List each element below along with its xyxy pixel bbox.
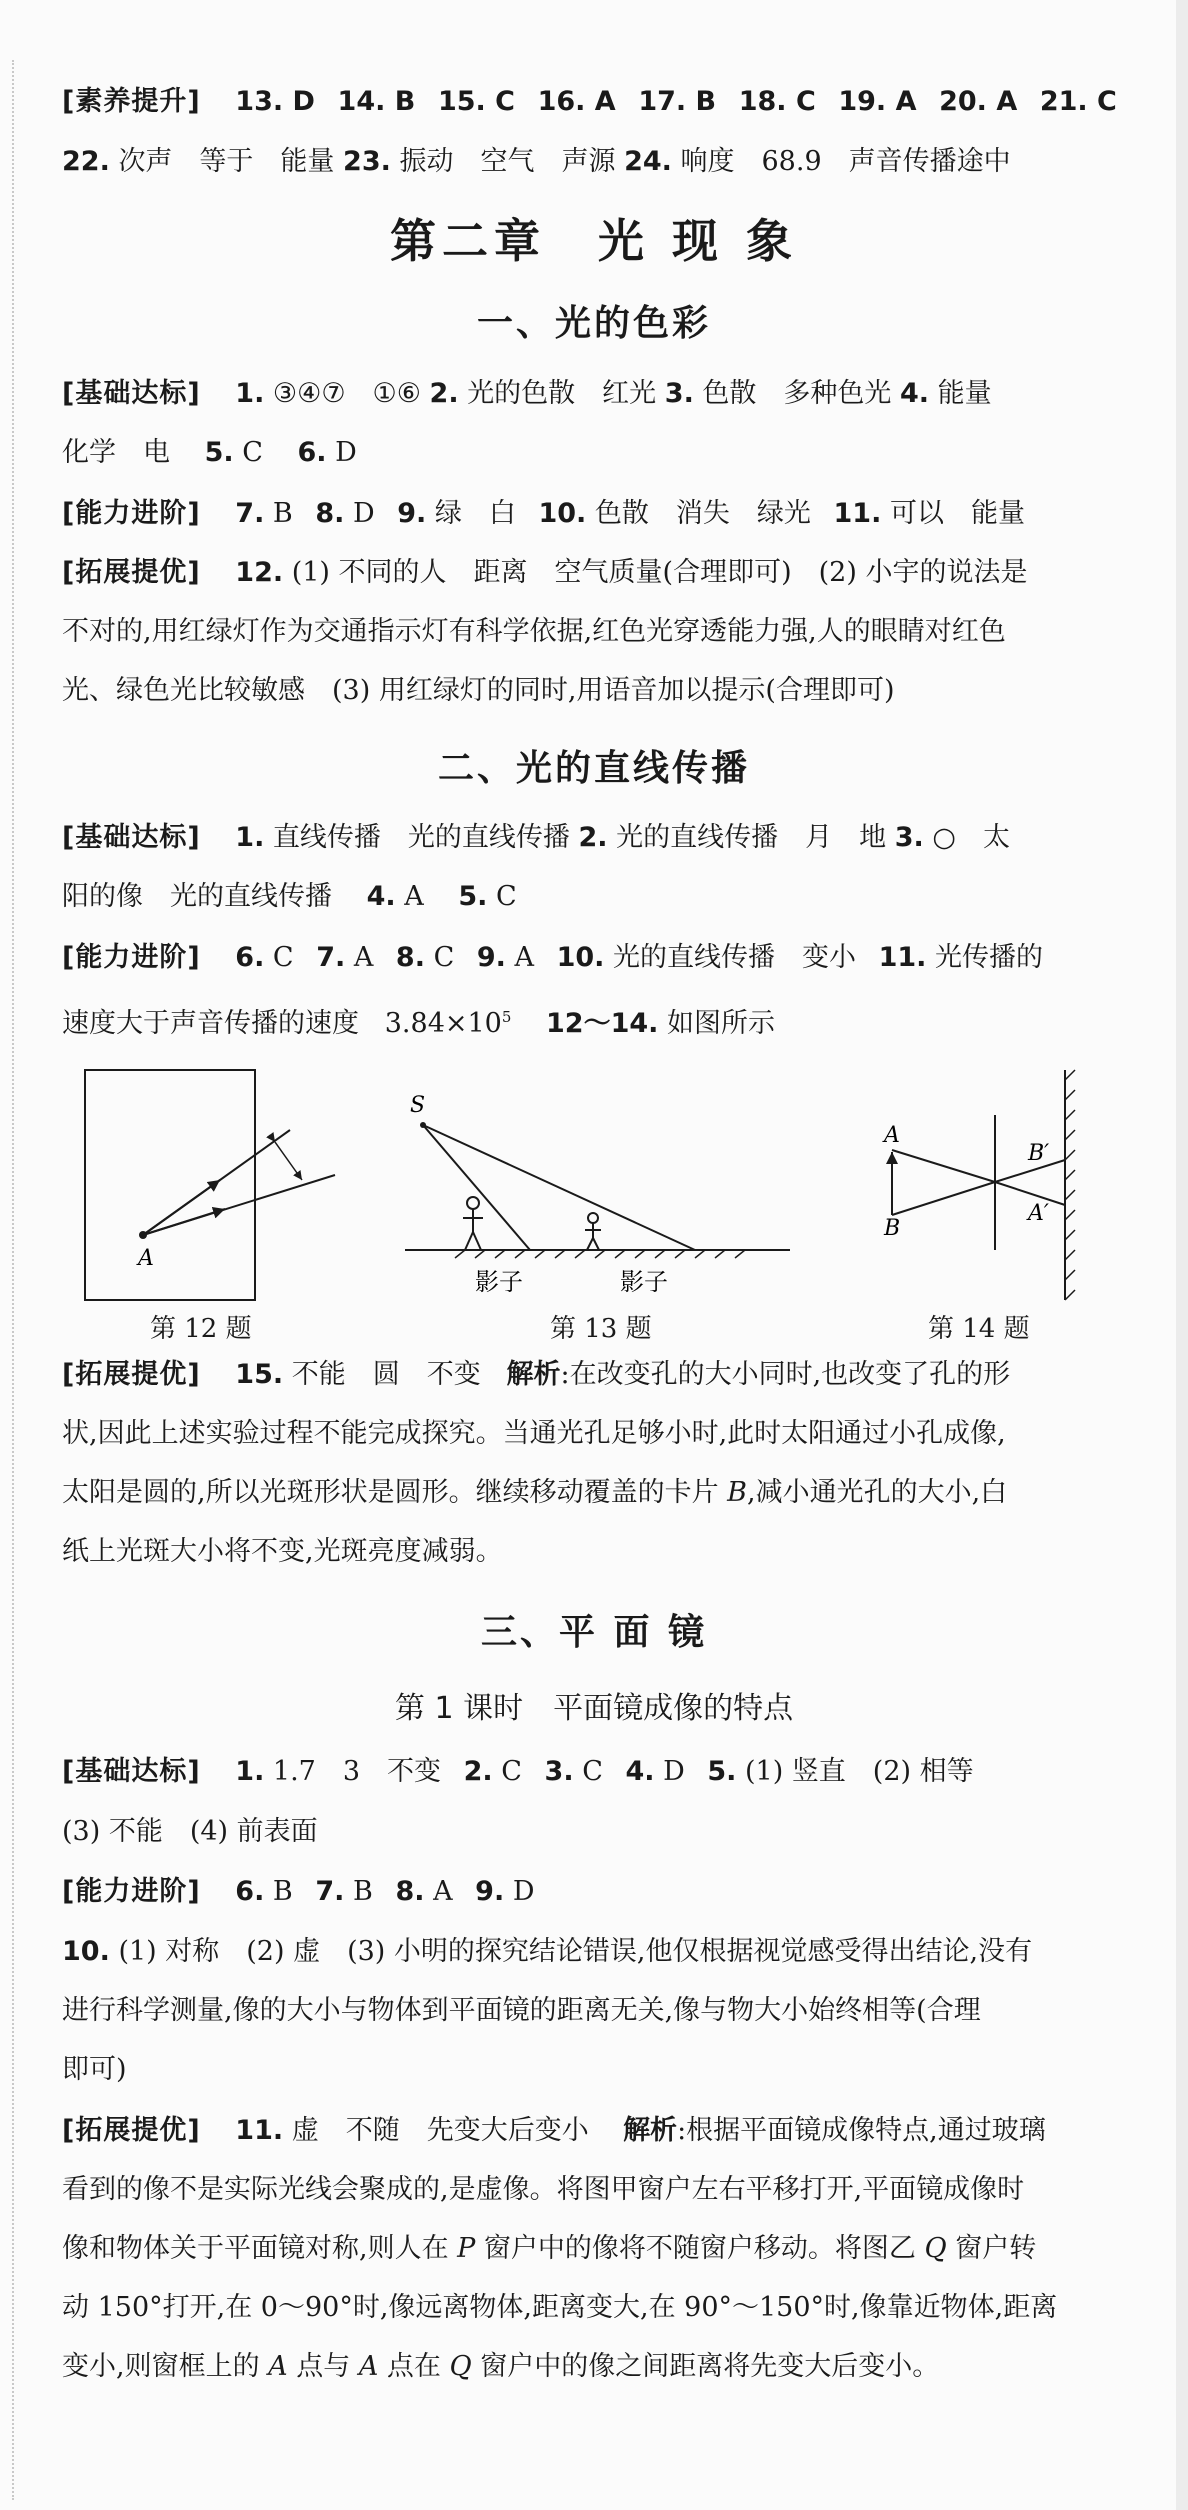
q-number: 10.: [538, 498, 587, 529]
q-number: 12.: [235, 557, 284, 588]
q-number: 1.: [235, 378, 265, 409]
person-2-icon: [585, 1213, 601, 1250]
analysis-text: 点与: [287, 2351, 359, 2382]
answer-text: C: [501, 1756, 522, 1787]
arrow-upper: [143, 1180, 220, 1235]
ray-1: [423, 1125, 530, 1250]
answer-text: B: [272, 1876, 293, 1907]
answer-text: A: [433, 1876, 453, 1907]
answer-text: B: [272, 498, 293, 529]
q-number: 24.: [624, 146, 672, 177]
shadow-label-1: 影子: [475, 1268, 523, 1296]
analysis-text: 窗户中的像将不随窗户移动。将图乙: [475, 2233, 925, 2264]
q-number: 8.: [395, 942, 425, 973]
q-number: 10.: [62, 1936, 110, 1967]
advanced-line: [62, 938, 1120, 978]
analysis-line: 状,因此上述实验过程不能完成探究。当通光孔足够小时,此时太阳通过小孔成像,: [62, 1418, 1006, 1449]
q-number: 5.: [204, 437, 234, 468]
section-tag: [素养提升]: [62, 86, 201, 117]
analysis-text: :在改变孔的大小同时,也改变了孔的形: [560, 1359, 1011, 1390]
answer-text: C: [495, 881, 517, 912]
q-number: 8.: [395, 1876, 425, 1907]
answer-text: D: [663, 1756, 685, 1787]
figure-12: [70, 1060, 350, 1310]
basic-line: [62, 818, 1120, 858]
answer-text: C: [242, 437, 263, 468]
lesson-title: 第 1 课时 平面镜成像的特点: [394, 1691, 794, 1726]
q-number: 4.: [366, 881, 396, 912]
answer-text: ③④⑦ ①⑥: [272, 378, 421, 409]
analysis-text: 点在: [378, 2351, 450, 2382]
q-number: 10.: [556, 942, 605, 973]
label-a-prime: A′: [1028, 1201, 1049, 1226]
section-tag: [拓展提优]: [62, 557, 201, 588]
section-tag: [基础达标]: [62, 822, 201, 853]
answer-18: 18. C: [738, 86, 816, 117]
answer-text: (1) 竖直 (2) 相等: [744, 1756, 974, 1787]
analysis-line: 动 150°打开,在 0～90°时,像远离物体,距离变大,在 90°～150°时,像靠近物体,距离: [62, 2292, 1058, 2323]
q-number: 5.: [707, 1756, 737, 1787]
analysis-var: B: [727, 1477, 748, 1508]
answer-text-line: 不对的,用红绿灯作为交通指示灯有科学依据,红色光穿透能力强,人的眼睛对红色: [62, 616, 1006, 647]
chapter-title: 第二章 光 现 象: [389, 214, 799, 268]
answer-16: 16. A: [537, 86, 616, 117]
answer-text-line: 进行科学测量,像的大小与物体到平面镜的距离无关,像与物大小始终相等(合理: [62, 1995, 981, 2026]
analysis-var: Q: [924, 2233, 947, 2264]
answer-text: D: [353, 498, 375, 529]
analysis-text: 太阳是圆的,所以光斑形状是圆形。继续移动覆盖的卡片: [62, 1477, 728, 1508]
advanced-line-cont: [62, 997, 1120, 1044]
ray-a: [892, 1150, 995, 1182]
answer-text: 阳的像 光的直线传播: [62, 881, 332, 912]
q-number: 11.: [878, 942, 927, 973]
section-tag: [拓展提优]: [62, 1359, 201, 1390]
section-tag: [基础达标]: [62, 378, 201, 409]
section-title: 一、光的色彩: [476, 303, 711, 344]
advanced-line: [62, 494, 1120, 534]
answer-text: D: [335, 437, 357, 468]
answer-14: 14. B: [337, 86, 416, 117]
q-number: 5.: [458, 881, 488, 912]
analysis-line: 纸上光斑大小将不变,光斑亮度减弱。: [62, 1536, 503, 1567]
answer-text: D: [512, 1876, 535, 1907]
answer-13: 13. D: [235, 86, 315, 117]
analysis-text: 窗户转: [946, 2233, 1037, 2264]
q-number: 9.: [475, 1876, 505, 1907]
label-b-prime: B′: [1028, 1141, 1050, 1166]
section-tag: [拓展提优]: [62, 2115, 201, 2146]
answer-19: 19. A: [838, 86, 917, 117]
extension-line: [62, 553, 1120, 593]
answer-text: C: [582, 1756, 603, 1787]
extension-line: [62, 1355, 1120, 1395]
q-number: 22.: [62, 146, 110, 177]
q-number: 15.: [235, 1359, 284, 1390]
analysis-text: 窗户中的像之间距离将先变大后变小。: [471, 2351, 940, 2382]
basic-line-cont: [62, 877, 1120, 917]
point-a: [139, 1231, 147, 1239]
answer-text: 1.7 3 不变: [272, 1756, 442, 1787]
answer-17: 17. B: [638, 86, 717, 117]
analysis-line: [62, 1473, 1120, 1513]
width-arrow: [275, 1142, 302, 1180]
analysis-var: A: [358, 2351, 379, 2382]
analysis-text: 变小,则窗框上的: [62, 2351, 269, 2382]
figure-14: [860, 1060, 1100, 1310]
analysis-var: Q: [449, 2351, 472, 2382]
answer-text: 速度大于声音传播的速度: [62, 1008, 359, 1039]
answer-text: 振动 空气 声源: [399, 146, 616, 177]
answer-text: 虚 不随 先变大后变小: [291, 2115, 589, 2146]
analysis-label: 解析: [623, 2115, 678, 2146]
answer-text: 可以 能量: [889, 498, 1025, 529]
basic-line: [62, 1752, 1120, 1792]
figure-13: [395, 1080, 815, 1310]
answer-text: 光的直线传播 月 地: [616, 822, 887, 853]
answer-text: 光传播的: [935, 942, 1044, 973]
answer-text: C: [272, 942, 294, 973]
answer-text: 不能 圆 不变: [291, 1359, 481, 1390]
answer-text: 色散 消失 绿光: [594, 498, 811, 529]
person-1-icon: [463, 1197, 483, 1250]
ray-2: [423, 1125, 695, 1250]
answer-text: 直线传播 光的直线传播: [272, 822, 570, 853]
ground-hatch: [455, 1250, 745, 1258]
arrow-lower: [143, 1209, 225, 1235]
q-number: 12～14.: [546, 1008, 659, 1039]
answer-text: 次声 等于 能量: [118, 146, 335, 177]
answer-21: 21. C: [1039, 86, 1117, 117]
answer-text: 能量: [937, 378, 992, 409]
analysis-text: :根据平面镜成像特点,通过玻璃: [677, 2115, 1046, 2146]
answer-text: 光的色散 红光: [467, 378, 657, 409]
answer-text-line: 即可): [62, 2054, 127, 2085]
basic-line-cont: [62, 433, 1120, 473]
q-number: 7.: [315, 1876, 345, 1907]
page-binding-edge: [12, 60, 15, 2500]
analysis-text: 像和物体关于平面镜对称,则人在: [62, 2233, 458, 2264]
q-number: 9.: [397, 498, 427, 529]
analysis-line: 看到的像不是实际光线会聚成的,是虚像。将图甲窗户左右平移打开,平面镜成像时: [62, 2174, 1025, 2205]
answer-text: (1) 对称 (2) 虚 (3) 小明的探究结论错误,他仅根据视觉感受得出结论,没有: [118, 1936, 1033, 1967]
label-b: B: [884, 1216, 901, 1241]
answer-text: 色散 多种色光: [702, 378, 892, 409]
q-number: 23.: [343, 146, 391, 177]
q-number: 2.: [429, 378, 459, 409]
answer-line-22-24: [62, 142, 1120, 182]
basic-line-cont: (3) 不能 (4) 前表面: [62, 1816, 318, 1847]
q-number: 6.: [235, 942, 265, 973]
answer-text: 光的直线传播 变小: [613, 942, 856, 973]
answer-text: A: [514, 942, 534, 973]
q-number: 2.: [463, 1756, 493, 1787]
answer-value: 3.84×10: [384, 1008, 502, 1039]
label-s: S: [410, 1093, 426, 1118]
answer-text: B: [353, 1876, 373, 1907]
analysis-line: [62, 2347, 1120, 2387]
section-tag: [能力进阶]: [62, 942, 201, 973]
answer-text: 化学 电: [62, 437, 170, 468]
section-title: 三、平 面 镜: [480, 1612, 708, 1653]
q-number: 7.: [316, 942, 346, 973]
q-number: 9.: [476, 942, 506, 973]
analysis-var: A: [268, 2351, 288, 2382]
q-number: 3.: [544, 1756, 574, 1787]
page-right-edge: [1176, 0, 1188, 2510]
analysis-text: ,减小通光孔的大小,白: [747, 1477, 1008, 1508]
answer-text: C: [433, 942, 455, 973]
q-number: 6.: [297, 437, 327, 468]
q-number: 6.: [235, 1876, 265, 1907]
label-a: A: [138, 1246, 154, 1271]
answer-text: ○ 太: [932, 822, 1010, 853]
basic-line: [62, 374, 1120, 414]
answer-20: 20. A: [939, 86, 1018, 117]
question-10-line: [62, 1932, 1120, 1972]
window-frame: [85, 1070, 255, 1300]
analysis-line: [62, 2229, 1120, 2269]
section-title: 二、光的直线传播: [437, 748, 750, 789]
answer-text: (1) 不同的人 距离 空气质量(合理即可) (2) 小宇的说法是: [291, 557, 1028, 588]
q-number: 8.: [315, 498, 345, 529]
extension-line: [62, 2111, 1120, 2151]
answer-text: 如图所示: [667, 1008, 775, 1039]
ray-b: [892, 1182, 995, 1215]
q-number: 7.: [235, 498, 265, 529]
figure-14-caption: 第 14 题: [928, 1314, 1030, 1344]
q-number: 4.: [900, 378, 930, 409]
wall-hatch: [1065, 1070, 1075, 1300]
answer-exponent: 5: [501, 1008, 512, 1026]
answer-text: A: [353, 942, 374, 973]
label-a: A: [884, 1123, 900, 1148]
q-number: 1.: [235, 822, 265, 853]
q-number: 4.: [625, 1756, 655, 1787]
figure-12-caption: 第 12 题: [150, 1314, 252, 1344]
answer-line-13-21: [62, 82, 1120, 122]
q-number: 2.: [578, 822, 608, 853]
shadow-label-2: 影子: [620, 1268, 668, 1296]
answer-15: 15. C: [437, 86, 515, 117]
q-number: 11.: [833, 498, 882, 529]
q-number: 3.: [664, 378, 694, 409]
analysis-label: 解析: [506, 1359, 561, 1390]
section-tag: [能力进阶]: [62, 1876, 201, 1907]
q-number: 1.: [235, 1756, 265, 1787]
section-tag: [能力进阶]: [62, 498, 201, 529]
answer-text-line: 光、绿色光比较敏感 (3) 用红绿灯的同时,用语音加以提示(合理即可): [62, 675, 895, 706]
answer-text: A: [404, 881, 424, 912]
analysis-var: P: [457, 2233, 476, 2264]
figure-13-caption: 第 13 题: [550, 1314, 652, 1344]
advanced-line: [62, 1872, 1120, 1912]
q-number: 11.: [235, 2115, 284, 2146]
answer-text: 绿 白: [434, 498, 516, 529]
section-tag: [基础达标]: [62, 1756, 201, 1787]
q-number: 3.: [894, 822, 924, 853]
answer-text: 响度 68.9 声音传播途中: [680, 146, 1011, 177]
